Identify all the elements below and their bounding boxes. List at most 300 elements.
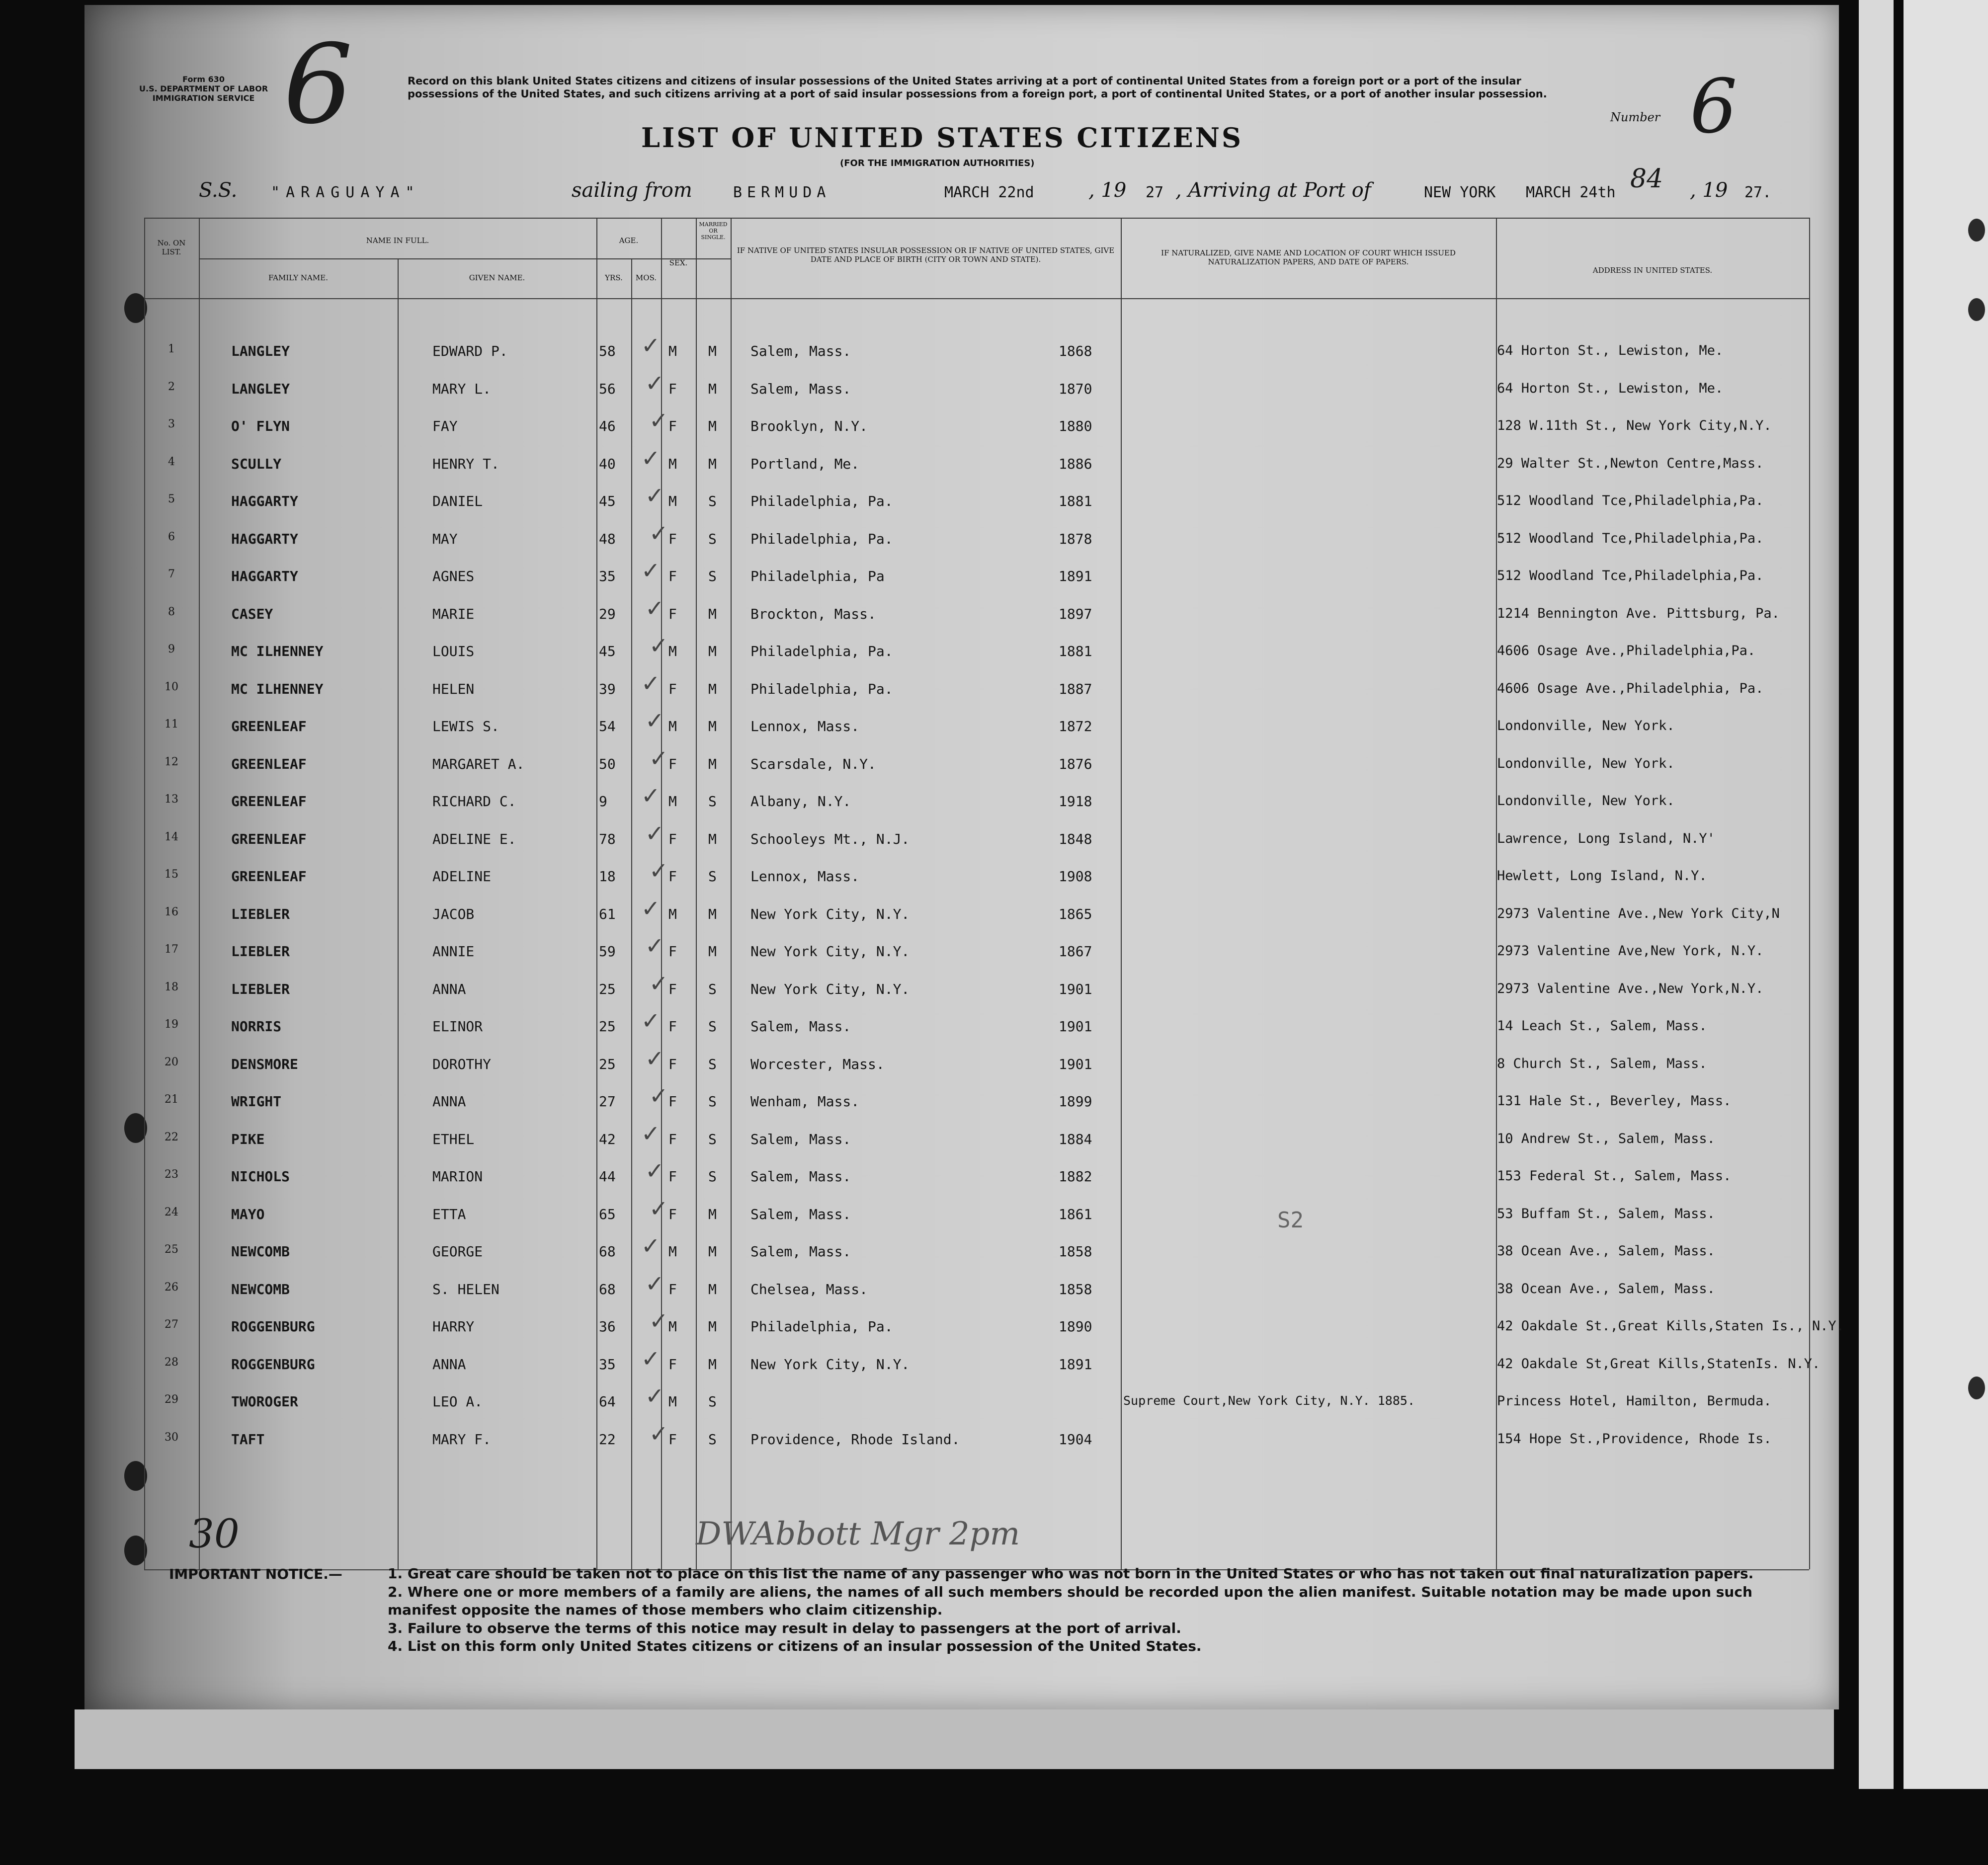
family-name: O' FLYN [231,418,290,434]
given-name: DANIEL [432,493,483,509]
given-name: EDWARD P. [432,343,508,359]
col-header-mos: MOS. [635,273,657,282]
department-name: U.S. DEPARTMENT OF LABOR [139,84,268,94]
marital-status: M [708,1243,717,1260]
sex: M [668,793,677,810]
age-years: 9 [599,793,607,810]
given-name: HELEN [432,681,475,697]
departure-year: 27 [1146,184,1164,201]
check-mark-icon: ✓ [649,970,668,997]
given-name: HARRY [432,1318,475,1335]
list-number: 6 [1690,64,1738,150]
name-header-rule [199,258,731,259]
family-name: WRIGHT [231,1093,282,1110]
sex: F [668,1206,677,1222]
check-mark-icon: ✓ [645,820,664,847]
check-mark-icon: ✓ [645,482,664,509]
check-mark-icon: ✓ [649,520,668,547]
marital-status: S [708,1431,717,1448]
binder-hole [1968,298,1985,321]
record-instruction: Record on this blank United States citizens and citizens of insular possessions of the United States arriving at a port of continental United States from a foreign port or a port of the insular possessions of the United States, and such citizens arriving at a port of said insular possessions from a foreign port, a port of continental United States, or a port of another insular possession. [408,75,1547,100]
check-mark-icon: ✓ [641,670,661,697]
birth-year: 1901 [1059,1056,1092,1072]
row-number: 23 [165,1168,178,1181]
address: 512 Woodland Tce,Philadelphia,Pa. [1497,568,1764,583]
sex: F [668,568,677,584]
row-number: 5 [168,493,175,505]
birth-year: 1848 [1059,831,1092,847]
address: 42 Oakdale St,Great Kills,StatenIs. N.Y. [1497,1356,1821,1372]
family-name: CASEY [231,606,273,622]
table-row [0,332,1988,380]
age-years: 45 [599,643,616,659]
family-name: LIEBLER [231,943,290,960]
sex: M [668,906,677,922]
given-name: JACOB [432,906,475,922]
form-number: Form 630 [182,75,225,84]
birth-year: 1890 [1059,1318,1092,1335]
marital-status: M [708,1318,717,1335]
row-number: 18 [165,981,178,993]
sex: F [668,681,677,697]
family-name: ROGGENBURG [231,1356,315,1373]
given-name: DOROTHY [432,1056,492,1072]
check-mark-icon: ✓ [645,1157,664,1184]
birth-year: 1867 [1059,943,1092,960]
inspector-signature: DWAbbott Mgr 2pm [696,1516,1020,1552]
birth-year: 1881 [1059,493,1092,509]
given-name: MARGARET A. [432,756,525,772]
birth-year: 1918 [1059,793,1092,810]
header-bottom-rule [144,298,1809,299]
given-name: ETTA [432,1206,466,1222]
age-years: 58 [599,343,616,359]
family-name: SCULLY [231,456,282,472]
birth-year: 1891 [1059,1356,1092,1373]
check-mark-icon: ✓ [649,745,668,772]
check-mark-icon: ✓ [649,1195,668,1222]
address: 4606 Osage Ave.,Philadelphia,Pa. [1497,643,1756,658]
family-name: MC ILHENNEY [231,681,324,697]
marital-status: S [708,793,717,810]
family-name: MAYO [231,1206,265,1222]
table-row [0,782,1988,830]
address: 2973 Valentine Ave.,New York City,N [1497,906,1780,921]
age-years: 42 [599,1131,616,1147]
birth-place: Lennox, Mass. [750,868,860,885]
family-name: GREENLEAF [231,868,307,885]
given-name: ETHEL [432,1131,475,1147]
table-row [0,1382,1988,1431]
age-years: 35 [599,1356,616,1373]
sex: F [668,981,677,997]
age-years: 25 [599,1018,616,1035]
departure-port: BERMUDA [733,184,831,201]
age-years: 27 [599,1093,616,1110]
birth-place: Philadelphia, Pa [750,568,885,584]
given-name: MARY L. [432,381,492,397]
birth-year: 1887 [1059,681,1092,697]
row-number: 14 [165,831,178,843]
row-number: 7 [168,568,175,580]
col-header-sex: SEX. [669,258,688,267]
birth-place: Brockton, Mass. [750,606,876,622]
form-identification [139,75,268,103]
important-notice [169,1565,1774,1655]
col-header-family: FAMILY NAME. [268,273,328,282]
family-name: DENSMORE [231,1056,298,1072]
given-name: ANNA [432,1093,466,1110]
birth-year: 1880 [1059,418,1092,434]
family-name: NICHOLS [231,1168,290,1185]
row-number: 13 [165,793,178,806]
marital-status: M [708,718,717,734]
page-bottom-edge [75,1709,1834,1769]
birth-place: New York City, N.Y. [750,906,910,922]
birth-place: Chelsea, Mass. [750,1281,868,1297]
check-mark-icon: ✓ [649,1307,668,1334]
birth-place: New York City, N.Y. [750,981,910,997]
row-number: 28 [165,1356,178,1369]
birth-year: 1861 [1059,1206,1092,1222]
birth-year: 1891 [1059,568,1092,584]
family-name: GREENLEAF [231,793,307,810]
table-row [0,445,1988,493]
check-mark-icon: ✓ [641,1007,661,1034]
check-mark-icon: ✓ [641,1345,661,1372]
given-name: AGNES [432,568,475,584]
address: 8 Church St., Salem, Mass. [1497,1056,1707,1071]
birth-place: Philadelphia, Pa. [750,493,893,509]
table-top-rule [144,218,1809,219]
handwritten-page-number: 6 [283,21,353,148]
ss-label: S.S. [199,179,238,202]
address: Londonville, New York. [1497,793,1675,809]
family-name: NEWCOMB [231,1243,290,1260]
row-number: 3 [168,418,175,430]
sex: F [668,831,677,847]
table-row [0,557,1988,605]
address: Lawrence, Long Island, N.Y' [1497,831,1715,846]
birth-place: Salem, Mass. [750,1131,851,1147]
check-mark-icon: ✓ [645,1270,664,1297]
address: 2973 Valentine Ave.,New York,N.Y. [1497,981,1764,996]
family-name: TAFT [231,1431,265,1448]
row-number: 2 [168,381,175,393]
table-row [0,970,1988,1018]
age-years: 22 [599,1431,616,1448]
page-subtitle: (FOR THE IMMIGRATION AUTHORITIES) [840,158,1035,168]
sex: M [668,343,677,359]
address: 42 Oakdale St.,Great Kills,Staten Is., N.Y. [1497,1318,1844,1334]
row-number: 22 [165,1131,178,1143]
sex: M [668,718,677,734]
age-years: 68 [599,1281,616,1297]
birth-year: 1881 [1059,643,1092,659]
address: 64 Horton St., Lewiston, Me. [1497,343,1724,358]
marital-status: S [708,568,717,584]
row-number: 24 [165,1206,178,1218]
row-number: 27 [165,1318,178,1331]
family-name: HAGGARTY [231,493,298,509]
marital-status: S [708,981,717,997]
row-number: 11 [165,718,178,730]
given-name: GEORGE [432,1243,483,1260]
family-name: ROGGENBURG [231,1318,315,1335]
table-row [0,1007,1988,1055]
age-years: 50 [599,756,616,772]
birth-year: 1886 [1059,456,1092,472]
table-row [0,1082,1988,1131]
row-number: 20 [165,1056,178,1068]
stamp-number: 84 [1630,164,1663,194]
birth-year: 1872 [1059,718,1092,734]
marital-status: M [708,381,717,397]
sex: F [668,1356,677,1373]
marital-status: S [708,1056,717,1072]
address: 29 Walter St.,Newton Centre,Mass. [1497,456,1764,471]
age-years: 36 [599,1318,616,1335]
col-header-yrs: YRS. [605,273,623,282]
birth-place: Lennox, Mass. [750,718,860,734]
check-mark-icon: ✓ [641,782,661,809]
sex: M [668,456,677,472]
age-years: 39 [599,681,616,697]
col-header-birth: IF NATIVE OF UNITED STATES INSULAR POSSESSION OR IF NATIVE OF UNITED STATES, GIVE DATE AND PLACE OF BIRTH (CITY OR TOWN AND STATE). [737,246,1115,264]
sex: F [668,1056,677,1072]
age-years: 25 [599,981,616,997]
table-row [0,370,1988,418]
birth-place: Scarsdale, N.Y. [750,756,876,772]
marital-status: M [708,456,717,472]
family-name: LANGLEY [231,343,290,359]
marital-status: S [708,1168,717,1185]
col-header-naturalized: IF NATURALIZED, GIVE NAME AND LOCATION OF COURT WHICH ISSUED NATURALIZATION PAPERS, AND DATE OF PAPERS. [1161,248,1456,266]
notice-heading: IMPORTANT NOTICE.— [169,1566,342,1582]
row-number: 10 [165,681,178,693]
age-years: 25 [599,1056,616,1072]
address: Londonville, New York. [1497,718,1675,733]
marital-status: S [708,1131,717,1147]
sex: F [668,943,677,960]
age-years: 29 [599,606,616,622]
birth-year: 1865 [1059,906,1092,922]
given-name: LEWIS S. [432,718,499,734]
table-row [0,520,1988,568]
birth-year: 1901 [1059,981,1092,997]
service-name: IMMIGRATION SERVICE [152,93,255,103]
birth-place: Brooklyn, N.Y. [750,418,868,434]
check-mark-icon: ✓ [641,332,661,359]
table-row [0,1307,1988,1356]
table-row [0,932,1988,980]
row-number: 26 [165,1281,178,1294]
sex: M [668,1318,677,1335]
sex: F [668,418,677,434]
address: 4606 Osage Ave.,Philadelphia, Pa. [1497,681,1764,696]
age-years: 68 [599,1243,616,1260]
given-name: S. HELEN [432,1281,499,1297]
arrival-year: 27. [1744,184,1772,201]
check-mark-icon: ✓ [641,1120,661,1147]
sex: M [668,493,677,509]
row-number: 8 [168,606,175,618]
birth-year: 1899 [1059,1093,1092,1110]
address: 131 Hale St., Beverley, Mass. [1497,1093,1732,1109]
sex: F [668,1018,677,1035]
marital-status: M [708,606,717,622]
marital-status: M [708,418,717,434]
notice-item: 2. Where one or more members of a family are aliens, the names of all such members should be recorded upon the alien manifest. Suitable notation may be made upon such manifest opposite the names of those members who claim citizenship. [388,1583,1752,1619]
row-number: 6 [168,531,175,543]
birth-year: 1908 [1059,868,1092,885]
birth-place: Salem, Mass. [750,1206,851,1222]
given-name: ANNIE [432,943,475,960]
age-years: 78 [599,831,616,847]
age-years: 54 [599,718,616,734]
marital-status: M [708,1281,717,1297]
age-years: 40 [599,456,616,472]
birth-year: 1884 [1059,1131,1092,1147]
sex: F [668,1131,677,1147]
mid-stamp: S2 [1277,1208,1304,1233]
birth-year: 1870 [1059,381,1092,397]
table-row [0,1270,1988,1318]
check-mark-icon: ✓ [645,1382,664,1409]
col-header-name: NAME IN FULL. [366,236,429,245]
table-row [0,595,1988,643]
marital-status: M [708,343,717,359]
marital-status: M [708,1206,717,1222]
address: 64 Horton St., Lewiston, Me. [1497,381,1724,396]
family-name: LIEBLER [231,981,290,997]
departure-year-prefix: , 19 [1088,179,1127,202]
birth-year: 1878 [1059,531,1092,547]
check-mark-icon: ✓ [649,632,668,659]
birth-place: Philadelphia, Pa. [750,531,893,547]
table-row [0,707,1988,755]
address: 512 Woodland Tce,Philadelphia,Pa. [1497,531,1764,546]
given-name: MAY [432,531,458,547]
address: 154 Hope St.,Providence, Rhode Is. [1497,1431,1772,1447]
table-row [0,895,1988,943]
address: Londonville, New York. [1497,756,1675,771]
given-name: MARIE [432,606,475,622]
family-name: GREENLEAF [231,831,307,847]
address: 128 W.11th St., New York City,N.Y. [1497,418,1772,433]
marital-status: S [708,1018,717,1035]
table-row [0,1345,1988,1393]
given-name: MARION [432,1168,483,1185]
row-number: 15 [165,868,178,881]
birth-place: Salem, Mass. [750,343,851,359]
number-label: Number [1610,110,1660,124]
address: 512 Woodland Tce,Philadelphia,Pa. [1497,493,1764,508]
birth-place: Salem, Mass. [750,1018,851,1035]
given-name: ANNA [432,981,466,997]
given-name: ADELINE E. [432,831,516,847]
check-mark-icon: ✓ [641,895,661,922]
sex: M [668,1393,677,1410]
row-number: 30 [165,1431,178,1444]
birth-year: 1876 [1059,756,1092,772]
family-name: LANGLEY [231,381,290,397]
table-row [0,1045,1988,1093]
sex: F [668,606,677,622]
marital-status: S [708,868,717,885]
address: 1214 Bennington Ave. Pittsburg, Pa. [1497,606,1780,621]
address: Princess Hotel, Hamilton, Bermuda. [1497,1393,1772,1409]
marital-status: M [708,943,717,960]
row-number: 12 [165,756,178,768]
table-row [0,632,1988,680]
family-name: NEWCOMB [231,1281,290,1297]
col-header-given: GIVEN NAME. [469,273,525,282]
birth-place: Providence, Rhode Island. [750,1431,960,1448]
table-row [0,1232,1988,1281]
address: 38 Ocean Ave., Salem, Mass. [1497,1281,1715,1297]
table-row [0,1120,1988,1168]
age-years: 56 [599,381,616,397]
birth-place: Salem, Mass. [750,381,851,397]
address: 14 Leach St., Salem, Mass. [1497,1018,1707,1034]
marital-status: S [708,1393,717,1410]
family-name: PIKE [231,1131,265,1147]
sex: F [668,868,677,885]
age-years: 48 [599,531,616,547]
arrival-year-prefix: , 19 [1690,179,1728,202]
check-mark-icon: ✓ [645,595,664,622]
birth-place: Wenham, Mass. [750,1093,860,1110]
table-row [0,745,1988,793]
check-mark-icon: ✓ [645,707,664,734]
birth-place: Salem, Mass. [750,1243,851,1260]
row-number: 17 [165,943,178,956]
check-mark-icon: ✓ [641,557,661,584]
row-number: 19 [165,1018,178,1031]
given-name: RICHARD C. [432,793,516,810]
address: 53 Buffam St., Salem, Mass. [1497,1206,1715,1221]
notice-item: 4. List on this form only United States citizens or citizens of an insular possession of the United States. [388,1637,1202,1654]
marital-status: M [708,643,717,659]
marital-status: S [708,493,717,509]
table-row [0,857,1988,905]
birth-year: 1882 [1059,1168,1092,1185]
birth-year: 1858 [1059,1281,1092,1297]
row-number: 29 [165,1393,178,1406]
col-header-no: No. ON LIST. [157,239,186,256]
age-years: 65 [599,1206,616,1222]
family-name: GREENLEAF [231,718,307,734]
page-title: LIST OF UNITED STATES CITIZENS [641,122,1243,154]
age-years: 44 [599,1168,616,1185]
check-mark-icon: ✓ [641,1232,661,1259]
row-number: 25 [165,1243,178,1256]
family-name: NORRIS [231,1018,282,1035]
marital-status: M [708,756,717,772]
marital-status: M [708,681,717,697]
arrival-port: NEW YORK [1424,184,1496,201]
naturalization: Supreme Court,New York City, N.Y. 1885. [1123,1393,1415,1408]
departure-date: MARCH 22nd [944,184,1034,201]
birth-place: Worcester, Mass. [750,1056,885,1072]
table-row [0,1420,1988,1468]
arrival-date: MARCH 24th [1526,184,1616,201]
notice-item: 3. Failure to observe the terms of this notice may result in delay to passengers at the port of arrival. [388,1620,1181,1636]
address: 153 Federal St., Salem, Mass. [1497,1168,1732,1184]
birth-year: 1897 [1059,606,1092,622]
birth-year: 1904 [1059,1431,1092,1448]
